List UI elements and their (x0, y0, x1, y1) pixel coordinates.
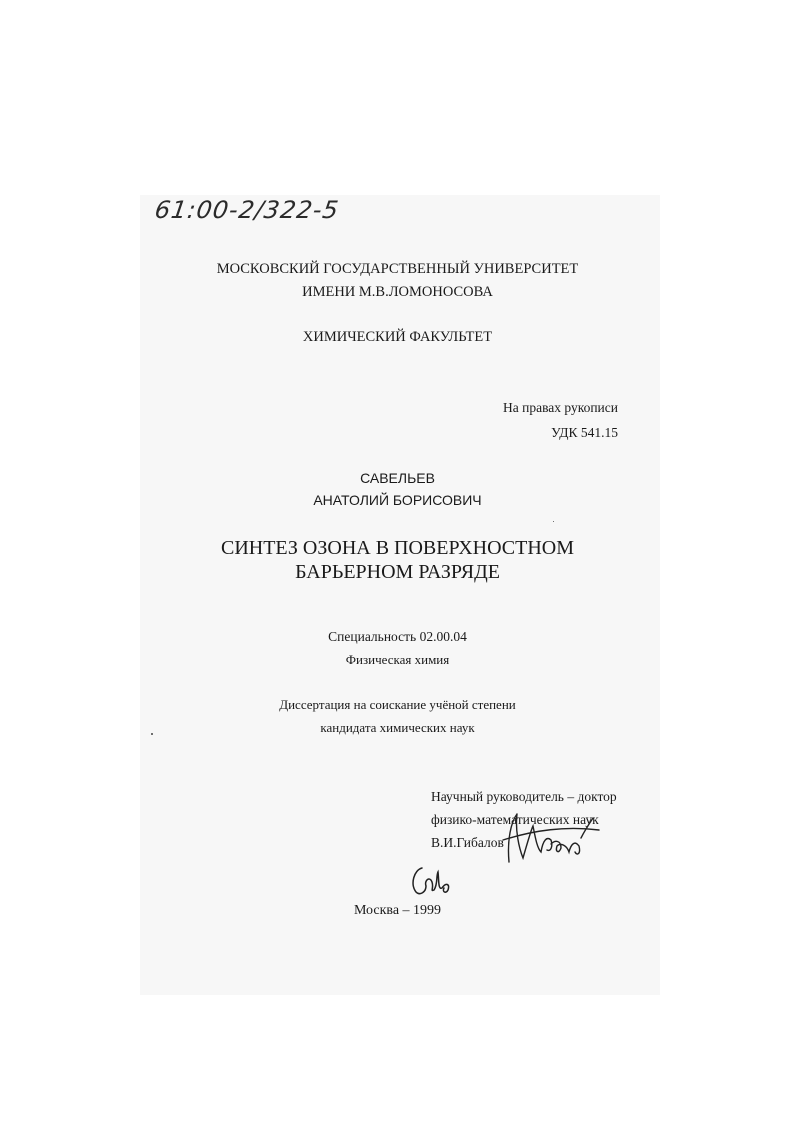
manuscript-note: На правах рукописи (502, 400, 618, 415)
supervisor-degree: физико-математических наук (431, 812, 599, 827)
udk-code: УДК 541.15 (551, 425, 618, 440)
author-signature (408, 862, 456, 898)
author-surname: САВЕЛЬЕВ (360, 470, 435, 486)
scan-speck (553, 521, 554, 522)
degree-statement-line1: Диссертация на соискание учёной степени (279, 697, 516, 712)
university-dedication: ИМЕНИ М.В.ЛОМОНОСОВА (302, 284, 493, 300)
university-name: МОСКОВСКИЙ ГОСУДАРСТВЕННЫЙ УНИВЕРСИТЕТ (216, 261, 579, 277)
dissertation-title-line2: БАРЬЕРНОМ РАЗРЯДЕ (295, 561, 500, 583)
dissertation-title-line1: СИНТЕЗ ОЗОНА В ПОВЕРХНОСТНОМ (220, 537, 574, 559)
scanned-sheet (140, 195, 660, 995)
degree-statement-line2: кандидата химических наук (320, 720, 475, 735)
archive-stamp: 61:00-2/322-5 (153, 196, 341, 224)
specialty-name: Физическая химия (345, 652, 450, 667)
scan-speck (151, 733, 153, 735)
supervisor-name: В.И.Гибалов (431, 835, 504, 850)
place-and-year: Москва – 1999 (353, 903, 442, 918)
specialty-code: Специальность 02.00.04 (328, 629, 467, 644)
faculty-name: ХИМИЧЕСКИЙ ФАКУЛЬТЕТ (302, 329, 493, 345)
author-names: АНАТОЛИЙ БОРИСОВИЧ (313, 492, 482, 508)
supervisor-title: Научный руководитель – доктор (431, 789, 617, 804)
supervisor-signature (495, 800, 605, 875)
